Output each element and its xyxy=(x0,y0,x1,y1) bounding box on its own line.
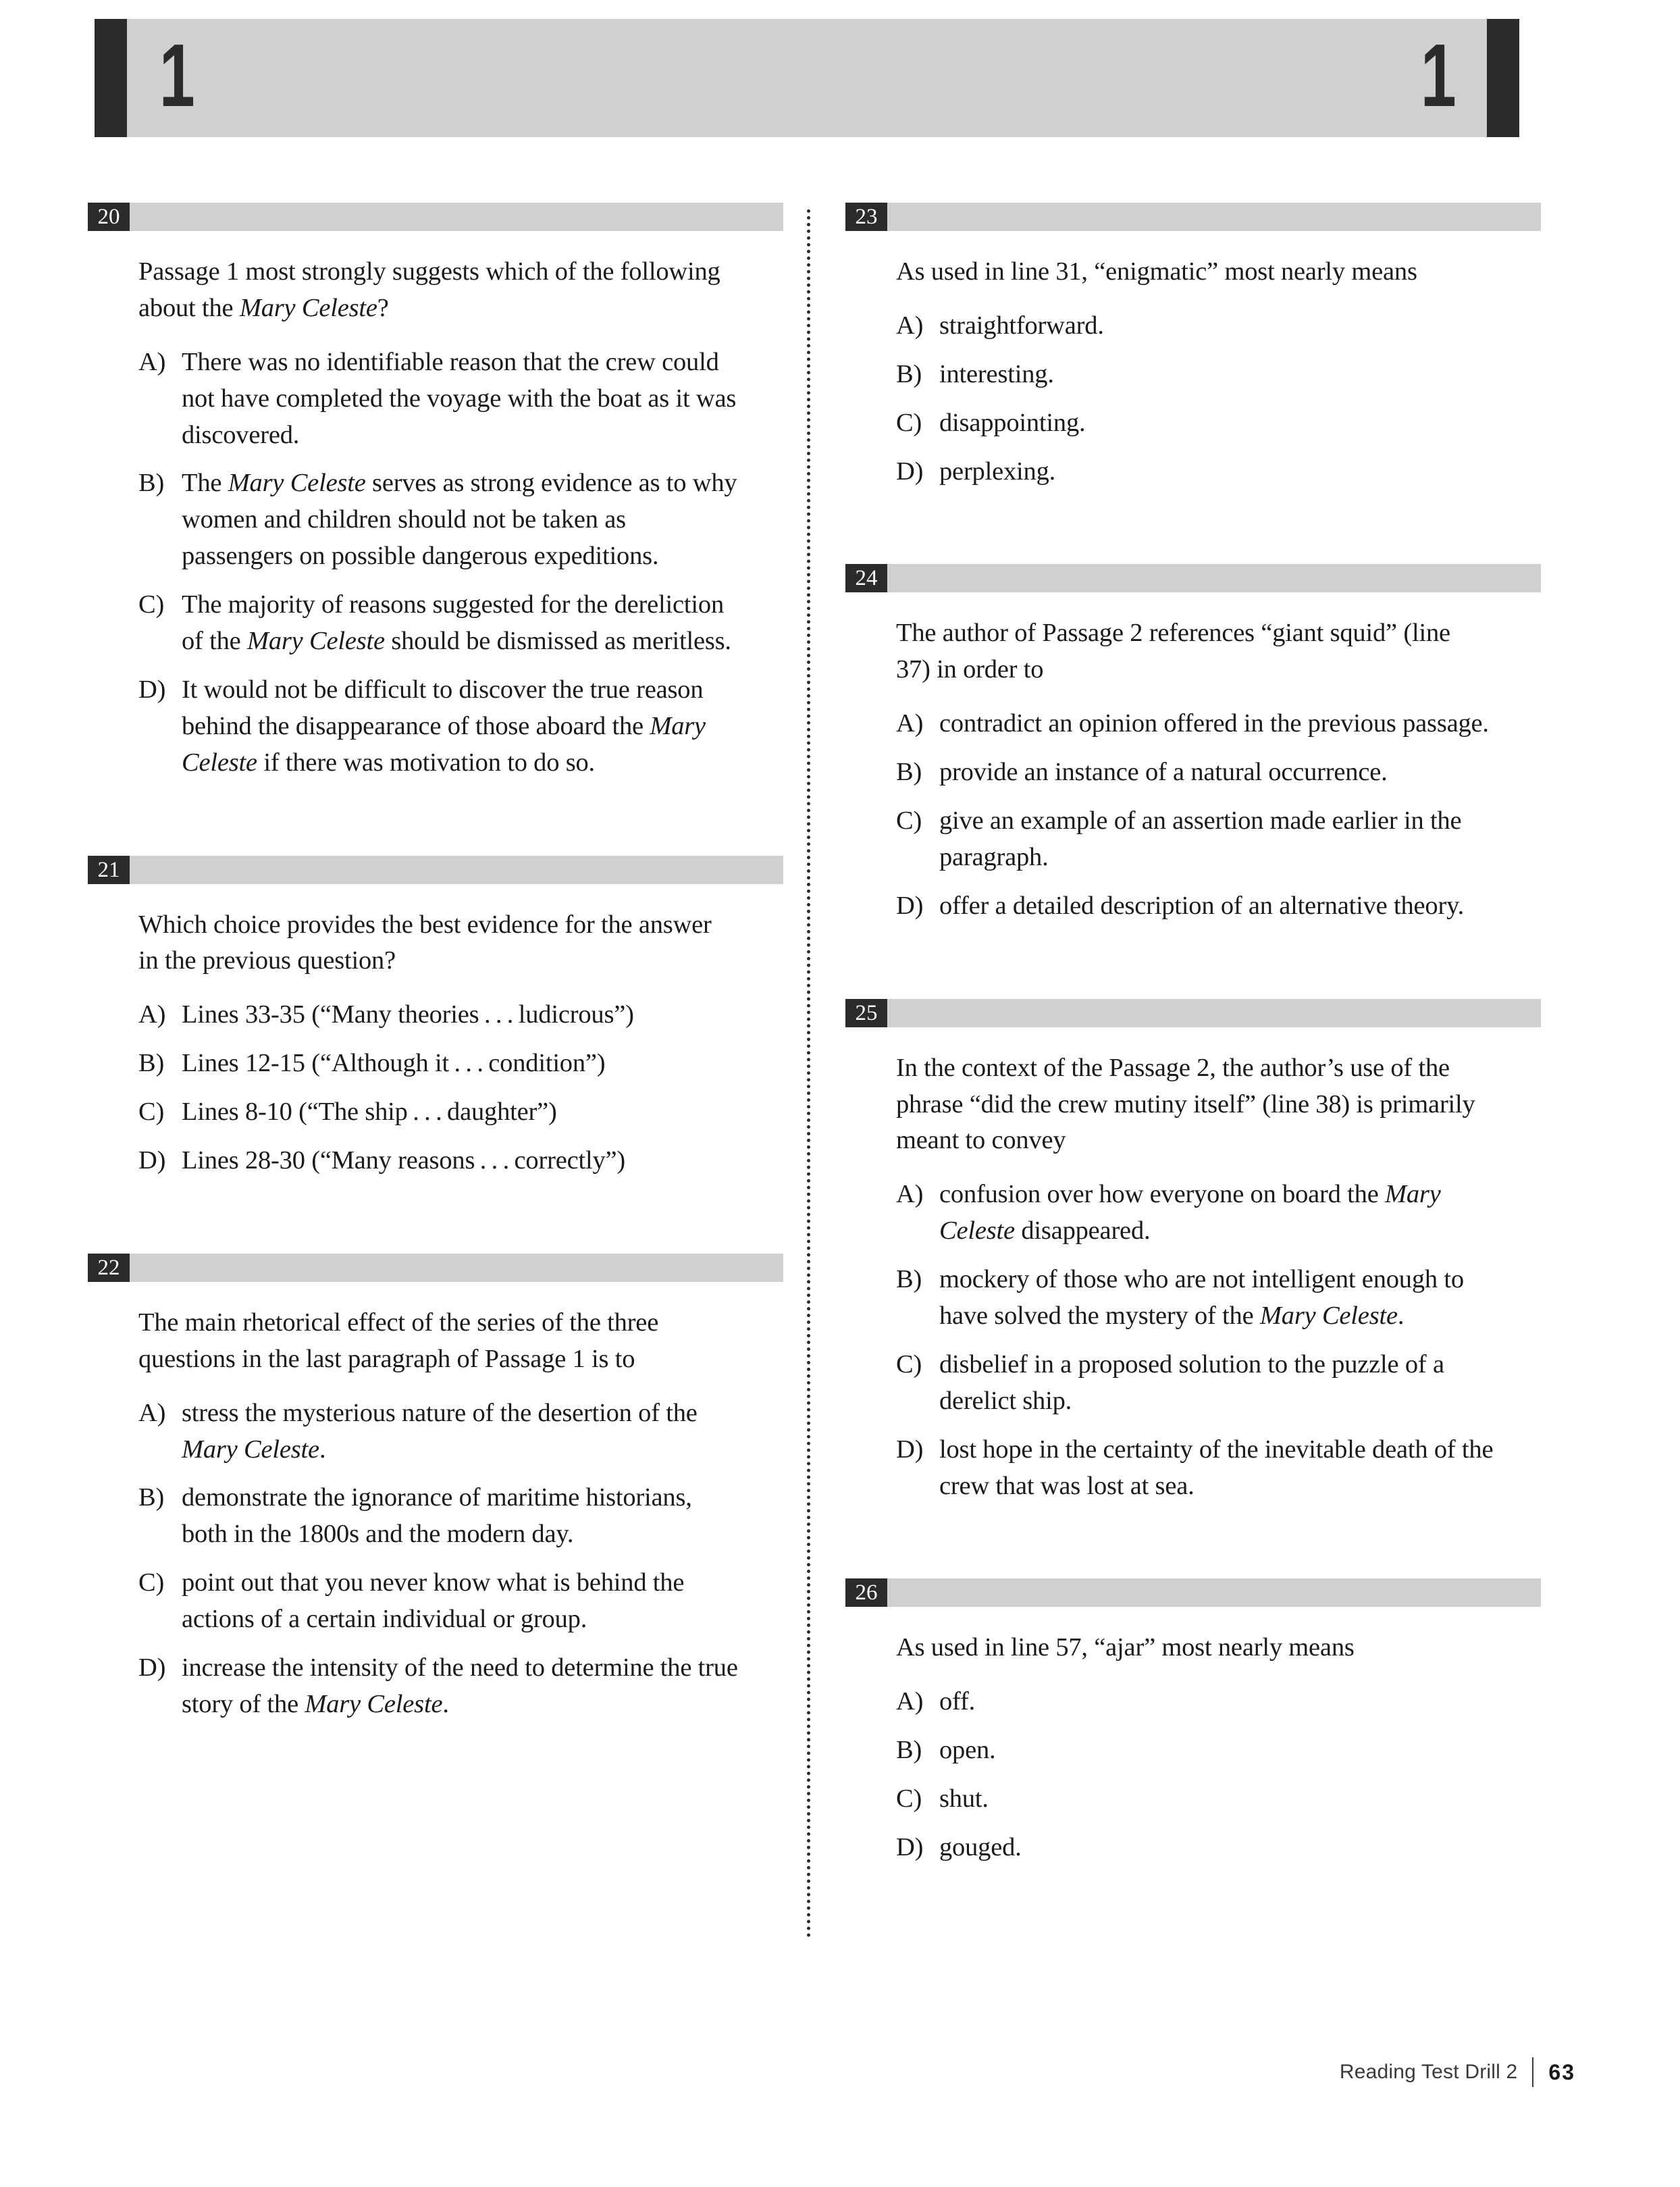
answer-choice[interactable] xyxy=(896,308,1541,344)
answer-choice-letter: D) xyxy=(138,1653,166,1682)
section-number-right: 1 xyxy=(1420,25,1455,125)
answer-choice[interactable] xyxy=(138,1565,783,1638)
answer-choice-text: give an example of an assertion made earlier in the paragraph. xyxy=(939,806,1462,871)
answer-choice[interactable] xyxy=(896,1177,1541,1250)
question-block xyxy=(88,203,783,856)
answer-choice[interactable] xyxy=(138,997,783,1033)
question-header xyxy=(845,1578,1541,1607)
answer-choice-text: disappointing. xyxy=(939,408,1086,437)
footer-test-label: Reading Test Drill 2 xyxy=(1339,2061,1518,2083)
answer-choice[interactable] xyxy=(138,344,783,454)
answer-choice[interactable] xyxy=(138,465,783,575)
answer-choice-list xyxy=(896,1684,1541,1866)
answer-choice[interactable] xyxy=(138,1094,783,1131)
answer-choice[interactable] xyxy=(896,1432,1541,1505)
answer-choice[interactable] xyxy=(896,1830,1541,1866)
question-block xyxy=(845,1578,1541,1926)
question-number-badge: 25 xyxy=(845,999,887,1027)
answer-choice-letter: A) xyxy=(896,311,924,340)
question-header xyxy=(88,1254,783,1282)
question-header xyxy=(845,203,1541,231)
answer-choice-text: demonstrate the ignorance of maritime historians, both in the 1800s and the modern day. xyxy=(182,1483,692,1549)
answer-choice[interactable] xyxy=(138,587,783,660)
question-spacer xyxy=(845,502,1541,564)
answer-choice-text: shut. xyxy=(939,1784,989,1813)
answer-choice-letter: D) xyxy=(138,1146,166,1175)
answer-choice-letter: A) xyxy=(896,1687,924,1716)
answer-choice[interactable] xyxy=(138,1143,783,1179)
answer-choice-text: There was no identifiable reason that the crew could not have completed the voyage with the boat as it was discovered. xyxy=(182,347,737,449)
question-stem: As used in line 31, “enigmatic” most nearly means xyxy=(896,257,1417,286)
answer-choice-text: stress the mysterious nature of the desertion of the Mary Celeste. xyxy=(182,1398,698,1464)
answer-choice-letter: C) xyxy=(896,1784,922,1813)
answer-choice[interactable] xyxy=(138,1395,783,1468)
question-header-bar xyxy=(130,1254,783,1282)
question-spacer xyxy=(88,1735,783,1784)
answer-choice-text: contradict an opinion offered in the previous passage. xyxy=(939,709,1489,738)
footer-divider xyxy=(1532,2057,1533,2087)
answer-choice-list xyxy=(896,1177,1541,1504)
page-footer xyxy=(1340,2057,1575,2087)
answer-choice-letter: B) xyxy=(896,1265,922,1294)
section-number-left: 1 xyxy=(159,25,194,125)
question-header xyxy=(88,203,783,231)
answer-choice-list xyxy=(896,308,1541,490)
answer-choice[interactable] xyxy=(138,1650,783,1723)
question-header-bar xyxy=(887,203,1541,231)
answer-choice-letter: C) xyxy=(138,590,165,619)
answer-choice-letter: C) xyxy=(896,1349,922,1379)
question-number-badge: 21 xyxy=(88,856,130,884)
answer-choice-text: offer a detailed description of an alternative theory. xyxy=(939,891,1465,920)
header-endcap-right xyxy=(1487,19,1519,137)
page-number: 63 xyxy=(1548,2059,1575,2084)
question-stem: In the context of the Passage 2, the author’s use of the phrase “did the crew mutiny itself” (line 38) is primarily meant to convey xyxy=(896,1053,1475,1155)
answer-choice-list xyxy=(138,344,783,781)
answer-choice-letter: B) xyxy=(896,359,922,388)
answer-choice-letter: B) xyxy=(138,1483,165,1512)
column-divider xyxy=(807,209,810,1938)
question-number-badge: 24 xyxy=(845,564,887,592)
question-block xyxy=(845,999,1541,1579)
answer-choice-letter: C) xyxy=(138,1568,165,1597)
question-number-badge: 20 xyxy=(88,203,130,231)
question-stem: Which choice provides the best evidence for the answer in the previous question? xyxy=(138,910,712,975)
question-header xyxy=(88,856,783,884)
answer-choice-text: Lines 33-35 (“Many theories . . . ludicrous”) xyxy=(182,1000,634,1029)
answer-choice-text: Lines 8-10 (“The ship . . . daughter”) xyxy=(182,1098,557,1127)
answer-choice-letter: B) xyxy=(138,469,165,498)
answer-choice-letter: D) xyxy=(896,891,924,920)
answer-choice-letter: A) xyxy=(896,1180,924,1209)
answer-choice-text: provide an instance of a natural occurrence. xyxy=(939,758,1388,787)
answer-choice-text: confusion over how everyone on board the Mary Celeste disappeared. xyxy=(939,1180,1441,1245)
answer-choice-text: The Mary Celeste serves as strong evidence as to why women and children should not be taken as passengers on possible dangerous expeditions. xyxy=(182,469,737,571)
answer-choice[interactable] xyxy=(138,1480,783,1553)
answer-choice-text: increase the intensity of the need to determine the true story of the Mary Celeste. xyxy=(182,1653,738,1718)
answer-choice-letter: C) xyxy=(138,1098,165,1127)
question-header xyxy=(845,564,1541,592)
question-block xyxy=(845,564,1541,998)
question-stem: Passage 1 most strongly suggests which of the following about the Mary Celeste? xyxy=(138,257,720,322)
answer-choice[interactable] xyxy=(896,1262,1541,1335)
answer-choice-letter: A) xyxy=(138,1398,166,1427)
question-spacer xyxy=(845,1516,1541,1578)
answer-choice[interactable] xyxy=(896,1732,1541,1769)
question-number-badge: 22 xyxy=(88,1254,130,1282)
answer-choice-text: Lines 28-30 (“Many reasons . . . correctly”) xyxy=(182,1146,626,1175)
answer-choice[interactable] xyxy=(896,706,1541,742)
question-header-bar xyxy=(887,999,1541,1027)
question-block xyxy=(88,856,783,1254)
answer-choice-text: point out that you never know what is behind the actions of a certain individual or group. xyxy=(182,1568,685,1634)
question-spacer xyxy=(88,794,783,856)
question-header-bar xyxy=(130,203,783,231)
question-spacer xyxy=(88,1191,783,1254)
answer-choice[interactable] xyxy=(896,888,1541,925)
answer-choice-text: disbelief in a proposed solution to the puzzle of a derelict ship. xyxy=(939,1349,1444,1415)
answer-choice-letter: D) xyxy=(138,675,166,704)
question-number-badge: 26 xyxy=(845,1578,887,1607)
answer-choice[interactable] xyxy=(896,454,1541,490)
header-band xyxy=(127,19,1487,137)
question-stem: The author of Passage 2 references “giant squid” (line 37) in order to xyxy=(896,619,1450,684)
answer-choice-list xyxy=(138,997,783,1179)
answer-choice-letter: A) xyxy=(138,347,166,376)
question-header-bar xyxy=(887,564,1541,592)
answer-choice[interactable] xyxy=(896,803,1541,876)
answer-choice-text: The majority of reasons suggested for the dereliction of the Mary Celeste should be dismissed as meritless. xyxy=(182,590,731,656)
answer-choice-letter: D) xyxy=(896,1833,924,1862)
answer-choice-letter: D) xyxy=(896,457,924,486)
answer-choice[interactable] xyxy=(896,754,1541,791)
answer-choice-text: perplexing. xyxy=(939,457,1056,486)
answer-choice-letter: C) xyxy=(896,408,922,437)
answer-choice[interactable] xyxy=(138,1046,783,1082)
answer-choice[interactable] xyxy=(896,357,1541,393)
question-block xyxy=(88,1254,783,1784)
question-spacer xyxy=(845,937,1541,999)
question-header-bar xyxy=(130,856,783,884)
answer-choice-text: It would not be difficult to discover the true reason behind the disappearance of those aboard the Mary Celeste if there was motivation to do so. xyxy=(182,675,706,777)
answer-choice-letter: B) xyxy=(896,758,922,787)
answer-choice-text: off. xyxy=(939,1687,976,1716)
answer-choice-text: mockery of those who are not intelligent enough to have solved the mystery of the Mary Celeste. xyxy=(939,1265,1464,1331)
page-header xyxy=(95,19,1519,137)
answer-choice-letter: A) xyxy=(138,1000,166,1029)
answer-choice-text: open. xyxy=(939,1736,996,1765)
question-columns xyxy=(0,203,1680,1972)
answer-choice-letter: A) xyxy=(896,709,924,738)
question-header-bar xyxy=(887,1578,1541,1607)
answer-choice-text: interesting. xyxy=(939,359,1054,388)
answer-choice-letter: B) xyxy=(138,1049,165,1078)
answer-choice-letter: C) xyxy=(896,806,922,835)
answer-choice-text: lost hope in the certainty of the inevitable death of the crew that was lost at sea. xyxy=(939,1435,1494,1500)
question-stem: The main rhetorical effect of the series of the three questions in the last paragraph of Passage 1 is to xyxy=(138,1308,659,1373)
answer-choice[interactable] xyxy=(896,1347,1541,1420)
question-number-badge: 23 xyxy=(845,203,887,231)
answer-choice-list xyxy=(138,1395,783,1723)
answer-choice-letter: B) xyxy=(896,1736,922,1765)
answer-choice-text: gouged. xyxy=(939,1833,1022,1862)
answer-choice[interactable] xyxy=(896,1684,1541,1720)
answer-choice-text: straightforward. xyxy=(939,311,1104,340)
answer-choice-list xyxy=(896,706,1541,924)
right-question-column xyxy=(845,203,1541,1927)
answer-choice[interactable] xyxy=(896,1781,1541,1818)
answer-choice[interactable] xyxy=(896,405,1541,442)
answer-choice-text: Lines 12-15 (“Although it . . . condition”) xyxy=(182,1049,606,1078)
question-stem: As used in line 57, “ajar” most nearly means xyxy=(896,1633,1355,1662)
answer-choice-letter: D) xyxy=(896,1435,924,1464)
question-spacer xyxy=(845,1878,1541,1927)
answer-choice[interactable] xyxy=(138,672,783,781)
question-block xyxy=(845,203,1541,564)
question-header xyxy=(845,999,1541,1027)
left-question-column xyxy=(88,203,783,1784)
header-endcap-left xyxy=(95,19,127,137)
